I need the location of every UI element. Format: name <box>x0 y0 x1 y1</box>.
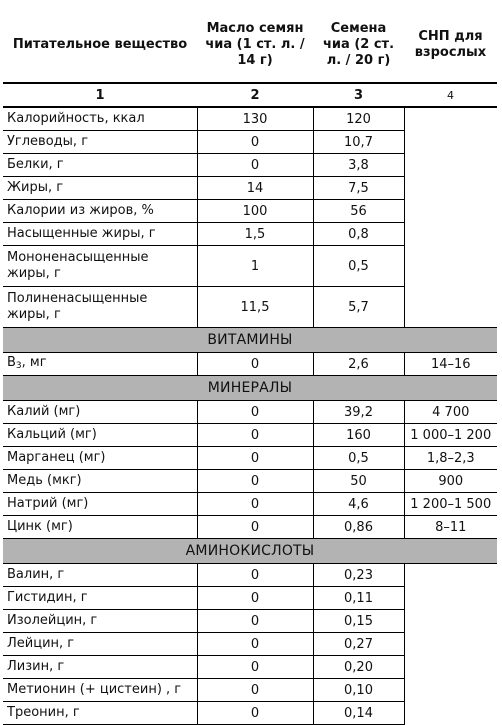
seeds-value: 160 <box>313 424 404 447</box>
section-title: АМИНОКИСЛОТЫ <box>3 539 497 564</box>
seeds-value: 0,23 <box>313 564 404 587</box>
oil-value: 0 <box>197 470 313 493</box>
rda-value: 14–16 <box>404 353 497 376</box>
column-number-row <box>3 83 497 107</box>
rda-value <box>404 246 497 287</box>
rda-value <box>404 702 497 725</box>
seeds-value: 10,7 <box>313 131 404 154</box>
table-row <box>3 679 497 702</box>
nutrient-name: Треонин, г <box>3 702 197 725</box>
seeds-value: 0,5 <box>313 447 404 470</box>
table-row <box>3 154 497 177</box>
table-row <box>3 470 497 493</box>
seeds-value: 50 <box>313 470 404 493</box>
nutrient-name: Метионин (+ цистеин) , г <box>3 679 197 702</box>
seeds-value: 5,7 <box>313 287 404 328</box>
nutrient-name: Натрий (мг) <box>3 493 197 516</box>
seeds-value: 0,15 <box>313 610 404 633</box>
oil-value: 0 <box>197 587 313 610</box>
rda-value <box>404 200 497 223</box>
oil-value: 1,5 <box>197 223 313 246</box>
table-row <box>3 287 497 328</box>
header-row <box>3 7 497 83</box>
nutrient-name: Калорийность, ккал <box>3 107 197 131</box>
section-title: ВИТАМИНЫ <box>3 328 497 353</box>
oil-value: 0 <box>197 610 313 633</box>
oil-value: 1 <box>197 246 313 287</box>
section-header <box>3 328 497 353</box>
rda-value <box>404 564 497 587</box>
nutrient-name: Кальций (мг) <box>3 424 197 447</box>
nutrient-name: Марганец (мг) <box>3 447 197 470</box>
oil-value: 0 <box>197 131 313 154</box>
nutrient-name-subscript: 3 <box>15 360 22 371</box>
oil-value: 0 <box>197 154 313 177</box>
nutrient-name: Медь (мкг) <box>3 470 197 493</box>
table-row <box>3 131 497 154</box>
nutrient-name: Изолейцин, г <box>3 610 197 633</box>
seeds-value: 120 <box>313 107 404 131</box>
seeds-value: 4,6 <box>313 493 404 516</box>
table-row <box>3 493 497 516</box>
oil-value: 0 <box>197 401 313 424</box>
oil-value: 0 <box>197 702 313 725</box>
rda-value <box>404 633 497 656</box>
rda-value: 4 700 <box>404 401 497 424</box>
header-seeds: Семена чиа (2 ст. л. / 20 г) <box>322 20 395 68</box>
nutrient-name: Углеводы, г <box>3 131 197 154</box>
rda-value <box>404 177 497 200</box>
oil-value: 0 <box>197 633 313 656</box>
nutrient-name-unit: , мг <box>21 354 47 370</box>
table-row <box>3 223 497 246</box>
table-row <box>3 447 497 470</box>
oil-value: 0 <box>197 679 313 702</box>
seeds-value: 0,5 <box>313 246 404 287</box>
oil-value: 0 <box>197 656 313 679</box>
rda-value <box>404 131 497 154</box>
table-row <box>3 516 497 539</box>
rda-value <box>404 610 497 633</box>
seeds-value: 0,27 <box>313 633 404 656</box>
seeds-value: 0,14 <box>313 702 404 725</box>
column-number-3: 3 <box>313 83 404 107</box>
header-nutrient: Питательное вещество <box>12 36 188 52</box>
nutrient-name <box>3 353 197 376</box>
oil-value: 100 <box>197 200 313 223</box>
seeds-value: 0,20 <box>313 656 404 679</box>
oil-value: 0 <box>197 516 313 539</box>
section-header <box>3 376 497 401</box>
table-row <box>3 107 497 131</box>
table-row <box>3 564 497 587</box>
table-row <box>3 177 497 200</box>
nutrient-name-base: B <box>7 354 16 370</box>
seeds-value: 39,2 <box>313 401 404 424</box>
oil-value: 0 <box>197 424 313 447</box>
section-header <box>3 539 497 564</box>
rda-value: 8–11 <box>404 516 497 539</box>
oil-value: 11,5 <box>197 287 313 328</box>
seeds-value: 56 <box>313 200 404 223</box>
table-row <box>3 200 497 223</box>
table-row <box>3 401 497 424</box>
rda-value <box>404 107 497 131</box>
rda-value <box>404 154 497 177</box>
rda-value <box>404 223 497 246</box>
seeds-value: 0,8 <box>313 223 404 246</box>
rda-value <box>404 656 497 679</box>
rda-value: 1 000–1 200 <box>404 424 497 447</box>
table-row <box>3 424 497 447</box>
seeds-value: 7,5 <box>313 177 404 200</box>
seeds-value: 3,8 <box>313 154 404 177</box>
table-row <box>3 246 497 287</box>
table-row <box>3 610 497 633</box>
table-row <box>3 656 497 679</box>
nutrient-name: Калий (мг) <box>3 401 197 424</box>
oil-value: 130 <box>197 107 313 131</box>
table-row <box>3 633 497 656</box>
header-oil: Масло семян чиа (1 ст. л. / 14 г) <box>205 20 305 68</box>
rda-value <box>404 679 497 702</box>
column-number-2: 2 <box>197 83 313 107</box>
rda-value <box>404 287 497 328</box>
nutrient-name: Лизин, г <box>3 656 197 679</box>
header-rda: СНП для взрослых <box>414 28 487 60</box>
table-row <box>3 587 497 610</box>
nutrient-name: Насыщенные жиры, г <box>3 223 197 246</box>
nutrient-name: Белки, г <box>3 154 197 177</box>
oil-value: 0 <box>197 447 313 470</box>
nutrition-table <box>3 7 497 725</box>
nutrient-name: Валин, г <box>3 564 197 587</box>
nutrient-name: Калории из жиров, % <box>3 200 197 223</box>
seeds-value: 0,11 <box>313 587 404 610</box>
seeds-value: 0,86 <box>313 516 404 539</box>
nutrient-name: Цинк (мг) <box>3 516 197 539</box>
oil-value: 0 <box>197 353 313 376</box>
column-number-1: 1 <box>3 83 197 107</box>
nutrient-name: Полиненасыщенные жиры, г <box>3 287 197 328</box>
rda-value: 1,8–2,3 <box>404 447 497 470</box>
rda-value <box>404 587 497 610</box>
nutrient-name: Гистидин, г <box>3 587 197 610</box>
table-row <box>3 353 497 376</box>
table-row <box>3 702 497 725</box>
oil-value: 14 <box>197 177 313 200</box>
oil-value: 0 <box>197 564 313 587</box>
seeds-value: 0,10 <box>313 679 404 702</box>
nutrient-name: Жиры, г <box>3 177 197 200</box>
nutrient-name: Мононенасыщенные жиры, г <box>3 246 197 287</box>
nutrient-name: Лейцин, г <box>3 633 197 656</box>
section-title: МИНЕРАЛЫ <box>3 376 497 401</box>
oil-value: 0 <box>197 493 313 516</box>
column-number-4: 4 <box>404 83 497 107</box>
rda-value: 1 200–1 500 <box>404 493 497 516</box>
nutrition-table-body <box>3 7 497 725</box>
seeds-value: 2,6 <box>313 353 404 376</box>
rda-value: 900 <box>404 470 497 493</box>
